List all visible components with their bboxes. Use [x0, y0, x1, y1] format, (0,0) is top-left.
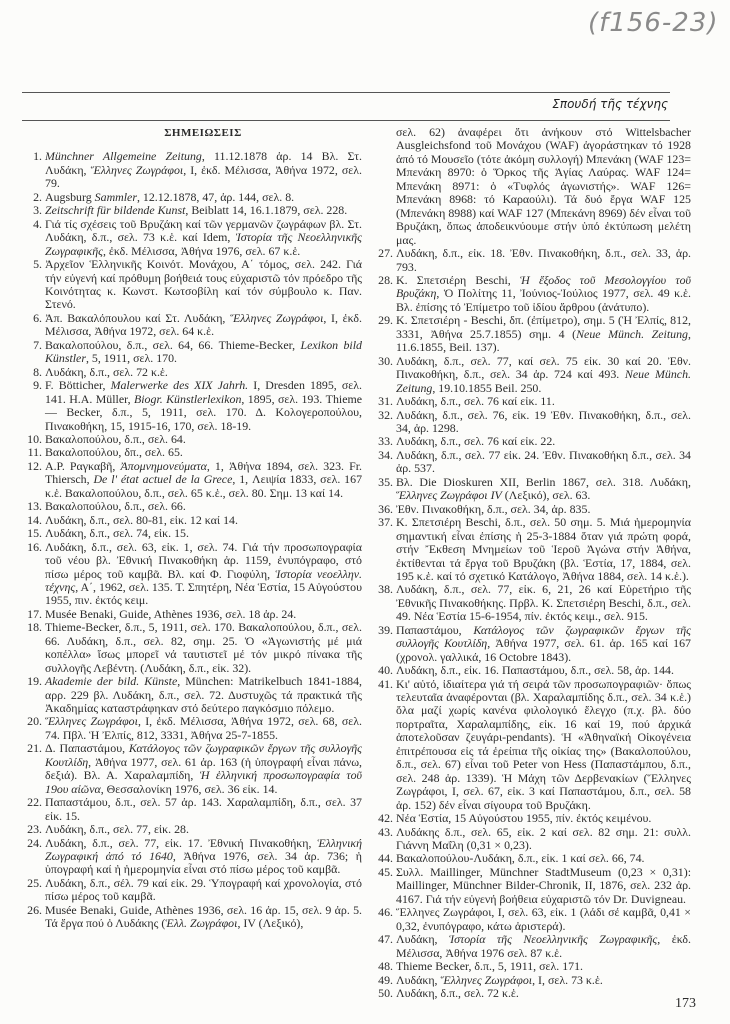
- footnote: [376, 678, 691, 813]
- footnote-number: 47.: [378, 932, 393, 947]
- footnote-number: 9.: [33, 378, 42, 393]
- footnote: [376, 247, 691, 274]
- note-text: Γιά τίς σχέσεις τοῦ Βρυζάκη καί τῶν γερμανῶν ζωγράφων βλ. Στ. Λυδάκη, δ.π., σελ. 73 κ.ἑ. καί Idem,: [45, 216, 362, 245]
- footnote-number: 21.: [27, 741, 42, 756]
- footnote-number: 31.: [378, 394, 393, 409]
- footnote: [22, 339, 362, 366]
- footnote-number: 26.: [27, 902, 42, 917]
- note-text: Λυδάκη, δ.π., σελ. 80-81, εἰκ. 12 καί 14.: [45, 512, 238, 527]
- footnote-number: 41.: [378, 676, 393, 691]
- footnote-number: 6.: [33, 310, 42, 325]
- note-text: Thieme Becker, δ.π., 5, 1911, σελ. 171.: [396, 959, 584, 974]
- handwritten-archive-note: (f156-23): [588, 8, 719, 38]
- note-text: , 1895, σελ. 193. Thieme — Becker, δ.π., 5, 1911, σελ. 170. Δ. Κολογεροπούλου, Πινακοθήκη, 15, 1915-16, 170, σελ. 18-19.: [45, 391, 362, 433]
- notes-list-left: [22, 150, 362, 930]
- footnote: [22, 608, 362, 621]
- footnote: [22, 877, 362, 904]
- footnote: [22, 204, 362, 217]
- footnote-number: 12.: [27, 458, 42, 473]
- footnote-number: 11.: [27, 445, 42, 460]
- note-text: , 11.6.1855, Beil. 137).: [396, 326, 691, 355]
- note-text: , 19.10.1855 Beil. 250.: [432, 380, 542, 395]
- note-text: Λυδάκη, δ.π., σελ. 77, καί σελ. 75 εἰκ. 30 καί 20. Ἐθν. Πινακοθήκη, δ.π., σελ. 34 ἀρ. 724 καί 493.: [396, 353, 691, 382]
- footnote-number: 13.: [27, 499, 42, 514]
- footnote-number: 28.: [378, 272, 393, 287]
- note-text: (Λεξικό), σελ. 63.: [501, 488, 591, 503]
- footnote: [22, 446, 362, 459]
- note-text: , Ὁ Πολίτης 11, Ἰούνιος-Ἰούλιος 1977, σελ. 49 κ.ἑ. Βλ. ἐπίσης τό Ἐπίμετρο τοῦ ἰδίου ἄρθρου (ἀνάτυπο).: [396, 286, 691, 314]
- footnote-number: 16.: [27, 539, 42, 554]
- footnote: [376, 826, 691, 853]
- footnote-number: 14.: [27, 512, 42, 527]
- note-text: Συλλ. Maillinger, Münchner StadtMuseum (0,23 × 0,31): Maillinger, Münchner Bilder-Chronik, II, 1876, σελ. 232 ἀρ. 4167. Γιά τήν εὐγενή βοήθεια εὐχαριστῶ τόν Dr. Duvigneau.: [396, 864, 691, 906]
- footnote: [376, 624, 691, 664]
- footnote-number: 39.: [378, 622, 393, 637]
- footnote: [22, 500, 362, 513]
- footnote-number: 20.: [27, 714, 42, 729]
- footnote: [22, 366, 362, 379]
- note-text: , Ι, ἐκδ. Μέλισσα, Ἀθήνα 1972, σελ. 68, σελ. 74. Πβλ. Ἡ Ἐλπίς, 812, 3331, Ἀθήνα 25-7-1855.: [45, 714, 362, 742]
- footnote-number: 40.: [378, 663, 393, 678]
- note-text: Λυδάκη, δ.π., σελ. 77, εἰκ. 17. Ἐθνική Πινακοθήκη,: [45, 835, 318, 850]
- footnote-number: 27.: [378, 246, 393, 261]
- note-text: Musée Benaki, Guide, Athènes 1936, σελ. 16 ἀρ. 15, σελ. 9 ἀρ. 5. Τά ἔργα πού ὁ Λυδάκης (: [45, 902, 362, 931]
- footnote: [22, 742, 362, 796]
- footnote: [22, 904, 362, 931]
- note-text: , Ι, ἐκδ. Μέλισσα, Ἀθήνα 1972, σελ. 79.: [45, 162, 362, 191]
- footnote-number: 2.: [33, 189, 42, 204]
- footnote: [22, 514, 362, 527]
- footnote: [376, 583, 691, 623]
- italic-title: Malerwerke des XIX Jahrh.: [110, 378, 249, 393]
- italic-title: Ἱστορία τῆς Νεοελληνικῆς Ζωγραφικῆς: [45, 230, 362, 258]
- footnote-number: 7.: [33, 337, 42, 352]
- italic-title: Ἕλληνες Ζωγράφοι IV: [396, 488, 502, 503]
- footnote: [22, 796, 362, 823]
- notes-list-right: [376, 247, 691, 1000]
- footnote: [376, 449, 691, 476]
- note-text: , Θεσσαλονίκη 1976, σελ. 36 εἰκ. 14.: [100, 781, 278, 796]
- footnote: [376, 395, 691, 408]
- note-text: Λυδάκη,: [396, 932, 449, 947]
- footnote-number: 48.: [378, 959, 393, 974]
- note-text: Λυδάκη, δ.π., σελ. 72 κ.ἑ.: [396, 986, 519, 1000]
- footnote-number: 17.: [27, 606, 42, 621]
- footnote: [22, 541, 362, 608]
- footnote-number: 42.: [378, 811, 393, 826]
- footnote-number: 49.: [378, 972, 393, 987]
- footnote: [376, 812, 691, 825]
- footnote: [376, 355, 691, 395]
- italic-title: Ἕλληνες Ζωγράφοι: [45, 714, 138, 729]
- italic-title: Ἕλληνες Ζωγράφοι: [230, 310, 324, 325]
- note-text: , 5, 1911, σελ. 170.: [85, 351, 178, 366]
- footnote-number: 38.: [378, 582, 393, 597]
- note-text: Παπαστάμου,: [396, 622, 474, 637]
- italic-title: Neue Münch. Zeitung: [576, 326, 689, 341]
- note-text: Παπαστάμου, δ.π., σελ. 57 ἀρ. 143. Χαραλαμπίδη, δ.π., σελ. 37 εἰκ. 15.: [45, 795, 362, 823]
- footnote-number: 33.: [378, 434, 393, 449]
- note-text: Κ. Σπετσιέρη Beschi, δ.π., σελ. 50 σημ. 5. Μιά ἡμερομηνία σημαντική εἶναι ἐπίσης ἡ 25-3-1884 ὅταν γιά πρώτη φορά, στήν Ἔκθεση Μνημείων τοῦ Ἱεροῦ Ἀγώνα στήν Ἀθήνα, ἐκτίθενται τά ἔργα τοῦ Βρυζάκη (βλ. Ἑστία, 17, 1884, σελ. 195 κ.ἑ. καί τό σχετικό Κατάλογο, Ἀθήνα 1884, σελ. 14 κ.ἑ.).: [396, 515, 691, 583]
- italic-title: Münchner Allgemeine Zeitung: [45, 149, 202, 164]
- footnote-number: 3.: [33, 203, 42, 218]
- footnote-number: 5.: [33, 257, 42, 272]
- footnote: [22, 460, 362, 500]
- footnote: [376, 274, 691, 314]
- note-text: , München: Matrikelbuch 1841-1884, αρρ. 229 βλ. Λυδάκη, δ.π., σελ. 72. Δυστυχῶς τά πρακτικά τῆς Ἀκαδημίας καταστράφηκαν στό δεύτερο παγκόσμιο πόλεμο.: [45, 674, 362, 716]
- note-text: Ἐθν. Πινακοθήκη, δ.π., σελ. 34, ἀρ. 835.: [396, 501, 591, 516]
- note-text: Musée Benaki, Guide, Athènes 1936, σελ. 18 ἀρ. 24.: [45, 606, 297, 621]
- footnote: [22, 715, 362, 742]
- note-text: Λυδάκη, δ.π., σελ. 76, εἰκ. 19 Ἐθν. Πινακοθήκη, δ.π., σελ. 34, ἀρ. 1298.: [396, 407, 691, 435]
- note-text: , ἐκδ. Μέλισσα, Ἀθήνα 1976 σελ. 87 κ.ἑ.: [396, 932, 691, 960]
- footnote: [376, 516, 691, 583]
- note-text: Βακαλοπούλου-Λυδάκη, δ.π., εἰκ. 1 καί σελ. 66, 74.: [396, 851, 645, 866]
- italic-title: Ἱστορία τῆς Νεοελληνικῆς Ζωγραφικῆς: [449, 932, 658, 947]
- note-text: Νέα Ἑστία, 15 Αὐγούστου 1955, πίν. ἐκτός κειμένου.: [396, 811, 652, 826]
- italic-title: Ἱστορία νεοελλην. τέχνης: [45, 566, 362, 594]
- note-text: Βακαλοπούλου, δ.π., σελ. 64.: [45, 431, 186, 446]
- note-text: , Ι, σελ. 73 κ.ἑ.: [532, 972, 603, 987]
- note-text: , ἐκδ. Μέλισσα, Ἀθήνα 1976, σελ. 67 κ.ἑ.: [102, 243, 301, 258]
- note-text: Δ. Παπαστάμου,: [45, 741, 129, 756]
- footnote: [376, 503, 691, 516]
- footnote-number: 36.: [378, 501, 393, 516]
- note-text: , 11.12.1878 ἀρ. 14 Βλ. Στ. Λυδάκη,: [45, 149, 362, 177]
- footnote: [22, 527, 362, 540]
- footnote: [22, 379, 362, 433]
- note-text: Κι' αὐτό, ἰδιαίτερα γιά τή σειρά τῶν προσωπογραφιῶν· ὅπως τελευταῖα ἀναφέρονται (βλ. Χαραλαμπίδης δ.π., σελ. 34 κ.ἑ.) ὅλα μαζί χωρίς κανένα φιλολογικό ἔλεγχο (π.χ. βλ. δύο πορτραῖτα, Χαραλαμπίδης, εἰκ. 16 καί 19, πού ἀρχικά ἀποτελοῦσαν ζευγάρι-pendants). Ἡ «Ἀθηναϊκή Οἰκογένεια ἐπιτρέπουσα εἰς τά ἐρείπια τῆς οἰκίας της» (Βακαλοπούλου, δ.π., σελ. 67) εἶναι τοῦ Peter von Hess (Παπαστάμπου, δ.π., σελ. 248 ἀρ. 1339). Ἡ Μάχη τῶν Δερβενακίων (Ἕλληνες Ζωγράφοι, Ι, σελ. 67, εἰκ. 3 καί Παπαστάμου, δ.π., σελ. 58 ἀρ. 152) δέν εἶναι σίγουρα τοῦ Βρυζάκη.: [396, 676, 691, 812]
- footnote: [22, 621, 362, 675]
- footnote: [376, 435, 691, 448]
- note-text: Λυδάκη, δ.π., σελ. 77, εἰκ. 6, 21, 26 καί Εὑρετήριο τῆς Ἐθνικῆς Πινακοθήκης. Πρβλ. Κ. Σπετσιέρη Beschi, δ.π., σελ. 49. Νέα Ἑστία 15-6-1954, πίν. ἐκτός κειμ., σελ. 915.: [396, 582, 691, 624]
- notes-column-left: [22, 127, 363, 931]
- footnote: [376, 852, 691, 865]
- footnote-number: 22.: [27, 795, 42, 810]
- note-text: , IV (Λεξικό),: [237, 916, 304, 931]
- note-text: Ἕλληνες Ζωγράφοι, Ι, σελ. 63, εἰκ. 1 (λάδι σέ καμβᾶ, 0,41 × 0,32, ἐνυπόγραφο, κάτω ἀριστερά).: [396, 905, 691, 933]
- footnote-number: 35.: [378, 474, 393, 489]
- note-text: σελ. 62) ἀναφέρει ὅτι ἀνήκουν στό Wittelsbacher Ausgleichsfond τοῦ Μονάχου (WAF) ἀγοράστηκαν τό 1928 ἀπό τό Μουσεῖο (τότε ἀκόμη συλλογή) Μπενάκη (WAF 123= Μπενάκη 8970: ὁ Ὅρκος τῆς Ἁγίας Λαύρας. WAF 124= Μπενάκη 8971: ὁ «Τυφλός ἀγωνιστής». WAF 126= Μπενάκη 8968: τό Καραούλι). Τά δυό ἔργα WAF 125 (Μπενάκη 8988) καί WAF 127 (Μπεκάνη 8969) δέν εἶναι τοῦ Βρυζάκη, ὅπως ἀποδεικνύουμε στήν ὑπό ἐκτύπωση μελέτη μας.: [396, 125, 691, 247]
- footnote: [22, 191, 362, 204]
- notes-column-right: [376, 126, 691, 1000]
- footnote-number: 29.: [378, 313, 393, 328]
- footnote: [376, 409, 691, 436]
- footnote: [22, 258, 362, 312]
- note-text: A.P. Ραγκαβῆ,: [45, 458, 121, 473]
- note-text: Κ. Σπετσιέρη Beschi,: [396, 272, 520, 287]
- note-text: Λυδάκη, δ.π., εἰκ. 18. Ἐθν. Πινακοθήκη, δ.π., σελ. 33, ἀρ. 793.: [396, 246, 691, 274]
- footnote-number: 50.: [378, 986, 393, 1000]
- note-text: , Ἀθήνα 1977, σελ. 61 ἀρ. 163 (ἡ ὑπογραφή εἶναι πάνω, δεξιά). Βλ. Α. Χαραλαμπίδη,: [45, 754, 362, 783]
- footnote-number: 25.: [27, 875, 42, 890]
- italic-title: Zeitschrift für bildende Kunst: [45, 203, 186, 218]
- footnote: [376, 987, 691, 1000]
- footnote-number: 4.: [33, 216, 42, 231]
- footnote-number: 10.: [27, 431, 42, 446]
- italic-title: Ἡ ἑλληνική προσωπογραφία τοῦ 19ου αἰῶνα: [45, 768, 362, 796]
- note-text: Λυδάκη, δ.π., σελ. 63, εἰκ. 1, σελ. 74. Γιά τήν προσωπογραφία τοῦ νέου βλ. Ἐθνική Πινακοθήκη ἀρ. 1159, ἐνυπόγραφο, στό πίσω μέρος τοῦ καμβᾶ. Βλ. καί Φ. Γιοφύλη,: [45, 539, 362, 581]
- italic-title: Ἑλληνική Ζωγραφική ἀπό τό 1640: [45, 835, 362, 864]
- footnote: [376, 476, 691, 503]
- footnote-number: 34.: [378, 447, 393, 462]
- footnote: [22, 218, 362, 258]
- footnote: [22, 312, 362, 339]
- italic-title: Ἕλληνες Ζωγράφοι: [90, 162, 184, 177]
- footnote: [22, 823, 362, 836]
- note-text: Κ. Σπετσιέρη - Beschi, δπ. (ἐπίμετρο), σημ. 5 (Ἡ Ἐλπίς, 812, 3331, Ἀθήνα 25.7.1855) σημ. 4 (: [396, 313, 691, 341]
- footnote-number: 45.: [378, 864, 393, 879]
- footnote-number: 32.: [378, 407, 393, 422]
- italic-title: Akademie der bild. Künste: [45, 674, 178, 689]
- footnote: [376, 960, 691, 973]
- footnote: [376, 906, 691, 933]
- note-text: , Α΄, 1962, σελ. 135. Τ. Σπητέρη, Νέα Ἑστία, 15 Αὐγούστου 1955, πιν. ἐκτός κειμ.: [45, 579, 362, 608]
- footnote-number: 1.: [33, 149, 42, 164]
- header-rule-top: [22, 92, 670, 93]
- note-text: Λυδάκη,: [396, 972, 441, 987]
- italic-title: Ἀπομνημονεύματα: [120, 458, 207, 473]
- italic-title: Biogr. Künstlerlexikon: [133, 391, 242, 406]
- note-text: Βλ. Die Dioskuren XII, Berlin 1867, σελ. 318. Λυδάκη,: [396, 474, 691, 489]
- note-text: Λυδάκη, δ.π., σέλ. 79 καί εἰκ. 29. Ὑπογραφή καί χρονολογία, στό πίσω μέρος τοῦ καμβᾶ.: [45, 875, 362, 904]
- note-text: I, Dresden 1895, σελ. 141. H.A. Müller,: [45, 378, 362, 406]
- note-text: Λυδάκη, δ.π., σελ. 76 καί εἰκ. 11.: [396, 394, 555, 409]
- footnote: [376, 314, 691, 354]
- italic-title: Ἡ ἔξοδος τοῦ Μεσολογγίου τοῦ Βρυζάκη: [396, 272, 691, 301]
- note-text: Augsburg: [45, 189, 95, 204]
- footnote: [376, 974, 691, 987]
- note-text: , Beiblatt 14, 16.1.1879, σελ. 228.: [185, 203, 348, 218]
- page-number: 173: [675, 996, 696, 1011]
- footnote-number: 46.: [378, 905, 393, 920]
- footnote-number: 43.: [378, 824, 393, 839]
- note-text: Ἀπ. Βακαλόπουλου καί Στ. Λυδάκη,: [45, 310, 231, 325]
- section-title: ΣΗΜΕΙΩΣΕΙΣ: [164, 127, 242, 139]
- footnote-number: 44.: [378, 851, 393, 866]
- footnote: [22, 150, 362, 190]
- note-text: Λυδάκη, δ.π., σελ. 77 εἰκ. 24. Ἐθν. Πινακοθήκη δ.π., σελ. 34 ἀρ. 537.: [396, 447, 691, 476]
- note-text: Λυδάκη, δ.π., εἰκ. 16. Παπαστάμου, δ.π., σελ. 58, ἀρ. 144.: [396, 663, 674, 678]
- note-text: F. Bötticher,: [45, 378, 111, 393]
- note-text: Λυδάκης δ.π., σελ. 65, εἰκ. 2 καί σελ. 82 σημ. 21: συλλ. Γιάννη Μαΐλη (0,31 × 0,23).: [396, 824, 691, 853]
- footnote-number: 15.: [27, 526, 42, 541]
- footnote-number: 19.: [27, 674, 42, 689]
- note-text: Ἀρχεῖον Ἑλληνικῆς Κοινότ. Μονάχου, Α΄ τόμος, σελ. 242. Γιά τήν εὐγενή καί πρόθυμη βοήθειά τους εὐχαριστῶ τόν πρόεδρο τῆς Κοινότητας κ. Κωνστ. Κωτσοβίλη καί τόν σύμβουλο κ. Παν. Στενό.: [45, 257, 362, 312]
- footnote-number: 23.: [27, 822, 42, 837]
- italic-title: Neue Münch. Zeitung: [396, 367, 691, 395]
- footnote: [376, 866, 691, 906]
- footnote: [22, 675, 362, 715]
- footnote: [376, 664, 691, 677]
- note-text: , 1, Ἀθήνα 1894, σελ. 323. Fr. Thiersch,: [45, 458, 362, 487]
- footnote-number: 30.: [378, 353, 393, 368]
- note-text: Βακαλοπούλου, δ.π., σελ. 66.: [45, 499, 186, 514]
- footnote-number: 8.: [33, 364, 42, 379]
- note-text: , 12.12.1878, 47, ἀρ. 144, σελ. 8.: [136, 189, 295, 204]
- running-head: Σπουδή τῆς τέχνης: [552, 97, 668, 111]
- note-text: , Ἀθήνα 1976, σελ. 34 ἀρ. 736; ἡ ὑπογραφή καί ἡ ἡμερομηνία εἶναι στό πίσω μέρος τοῦ καμβᾶ.: [45, 849, 362, 877]
- footnote: [22, 837, 362, 877]
- note-text: Thieme-Becker, δ.π., 5, 1911, σελ. 170. Βακαλοπούλου, δ.π., σελ. 66. Λυδάκη, δ.π., σελ. 82, σημ. 25. Ὁ «Ἀγωνιστής μέ μιά κοπέλλα» ἴσως μπορεῖ νά ταυτιστεῖ μέ τόν μικρό πίνακα τῆς συλλογῆς Λεβέντη. (Λυδάκη, δ.π., εἰκ. 32).: [45, 620, 362, 675]
- italic-title: Ἕλληνες Ζωγράφοι: [440, 972, 533, 987]
- footnote-number: 37.: [378, 515, 393, 530]
- note-text: , Ἀθήνα 1977, σελ. 61. ἀρ. 165 καί 167 (χρονολ. γαλλικά, 16 Octobre 1843).: [396, 636, 692, 664]
- note-text: Βακαλοπούλου, δ.π., σελ. 64, 66. Thieme-Becker,: [45, 337, 301, 352]
- header-rule-bottom: [22, 120, 670, 121]
- footnote-number: 18.: [27, 620, 42, 635]
- italic-title: De l' état actuel de la Grece: [93, 472, 233, 487]
- footnote-number: 24.: [27, 835, 42, 850]
- footnote: [376, 933, 691, 960]
- note-text: Λυδάκη, δ.π., σελ. 76 καί εἰκ. 22.: [396, 434, 556, 449]
- italic-title: Κατάλογος τῶν ζωγραφικῶν ἔργων τῆς συλλογῆς Κουτλίδη: [396, 622, 691, 651]
- note-text: Λυδάκη, δ.π., σελ. 74, εἰκ. 15.: [45, 526, 189, 541]
- footnote: [22, 433, 362, 446]
- italic-title: Κατάλογος τῶν ζωγραφικῶν ἔργων τῆς συλλογῆς Κουτλίδη: [45, 741, 362, 769]
- note-text: , 1, Λειψία 1833, σελ. 167 κ.ἑ. Βακαλοπούλου, δ.π., σελ. 65 κ.ἑ., σελ. 80. Σημ. 13 καί 14.: [45, 472, 363, 500]
- note-text: Λυδάκη, δ.π., σελ. 77, εἰκ. 28.: [45, 822, 189, 837]
- italic-title: Ἑλλ. Ζωγράφοι: [165, 916, 238, 931]
- italic-title: Lexikon bild Künstler: [45, 337, 362, 366]
- note-text: , Ι, ἐκδ. Μέλισσα, Ἀθήνα 1972, σελ. 64 κ.ἑ.: [45, 310, 362, 339]
- italic-title: Sammler: [94, 189, 137, 204]
- note-26-continuation: [376, 126, 691, 247]
- note-text: Λυδάκη, δ.π., σελ. 72 κ.ἑ.: [45, 364, 168, 379]
- note-text: Βακαλοπούλου, δπ., σελ. 65.: [45, 445, 183, 460]
